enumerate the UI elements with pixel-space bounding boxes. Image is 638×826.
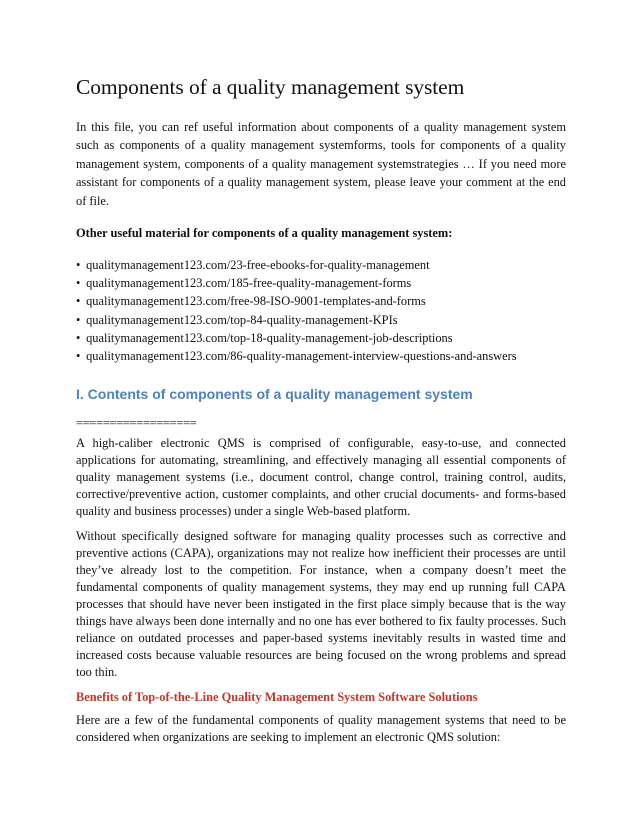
other-material-heading: Other useful material for components of a quality management system: (76, 226, 453, 241)
separator-rule: ================== (76, 416, 197, 431)
bullet: • (76, 330, 81, 345)
bullet: • (76, 258, 81, 273)
resource-link[interactable]: qualitymanagement123.com/185-free-quality-management-forms (86, 276, 412, 291)
list-item (76, 347, 566, 365)
intro-paragraph: In this file, you can ref useful information about components of a quality management system such as components of a quality management systemforms, tools for components of a quality management system, components of a quality management systemstrategies … If you need more assistant for components of a quality management system, please leave your comment at the end of file. (76, 120, 566, 208)
bullet: • (76, 312, 81, 327)
document-title: Components of a quality management system (76, 75, 465, 99)
resource-link[interactable]: qualitymanagement123.com/top-84-quality-management-KPIs (86, 312, 398, 327)
body-paragraph-1: A high-caliber electronic QMS is comprised of configurable, easy-to-use, and connected applications for automating, streamlining, and effectively managing all essential components of quality management systems (i.e., document control, change control, training control, audits, corrective/preventive action, customer complaints, and other crucial documents- and forms-based quality and business processes) under a single Web-based platform. (76, 436, 566, 519)
resource-link-list (76, 256, 566, 365)
body-paragraph-3: Here are a few of the fundamental components of quality management systems that need to be considered when organizations are seeking to implement an electronic QMS solution: (76, 713, 566, 745)
list-item (76, 311, 566, 329)
resource-link[interactable]: qualitymanagement123.com/86-quality-management-interview-questions-and-answers (86, 349, 517, 364)
resource-link[interactable]: qualitymanagement123.com/23-free-ebooks-for-quality-management (86, 258, 430, 273)
document-page (76, 74, 566, 754)
list-item (76, 292, 566, 310)
list-item (76, 329, 566, 347)
resource-link[interactable]: qualitymanagement123.com/free-98-ISO-9001-templates-and-forms (86, 294, 426, 309)
bullet: • (76, 276, 81, 291)
body-paragraph-2: Without specifically designed software for managing quality processes such as corrective and preventive actions (CAPA), organizations may not realize how inefficient their processes are until they’ve already lost to the competition. For instance, when a company doesn’t meet the fundamental components of quality management systems, they may end up running full CAPA processes that should have never been instigated in the first place simply because that is the way things have always been done internally and no one has ever bothered to fix faulty processes. Such reliance on outdated processes and paper-based systems inevitably results in wasted time and increased costs because valuable resources are being focused on the wrong problems and spread too thin. (76, 529, 566, 680)
resource-link[interactable]: qualitymanagement123.com/top-18-quality-management-job-descriptions (86, 330, 453, 345)
bullet: • (76, 294, 81, 309)
list-item (76, 274, 566, 292)
benefits-heading: Benefits of Top-of-the-Line Quality Management System Software Solutions (76, 690, 478, 705)
section-heading: I. Contents of components of a quality management system (76, 386, 473, 403)
list-item (76, 256, 566, 274)
bullet: • (76, 349, 81, 364)
